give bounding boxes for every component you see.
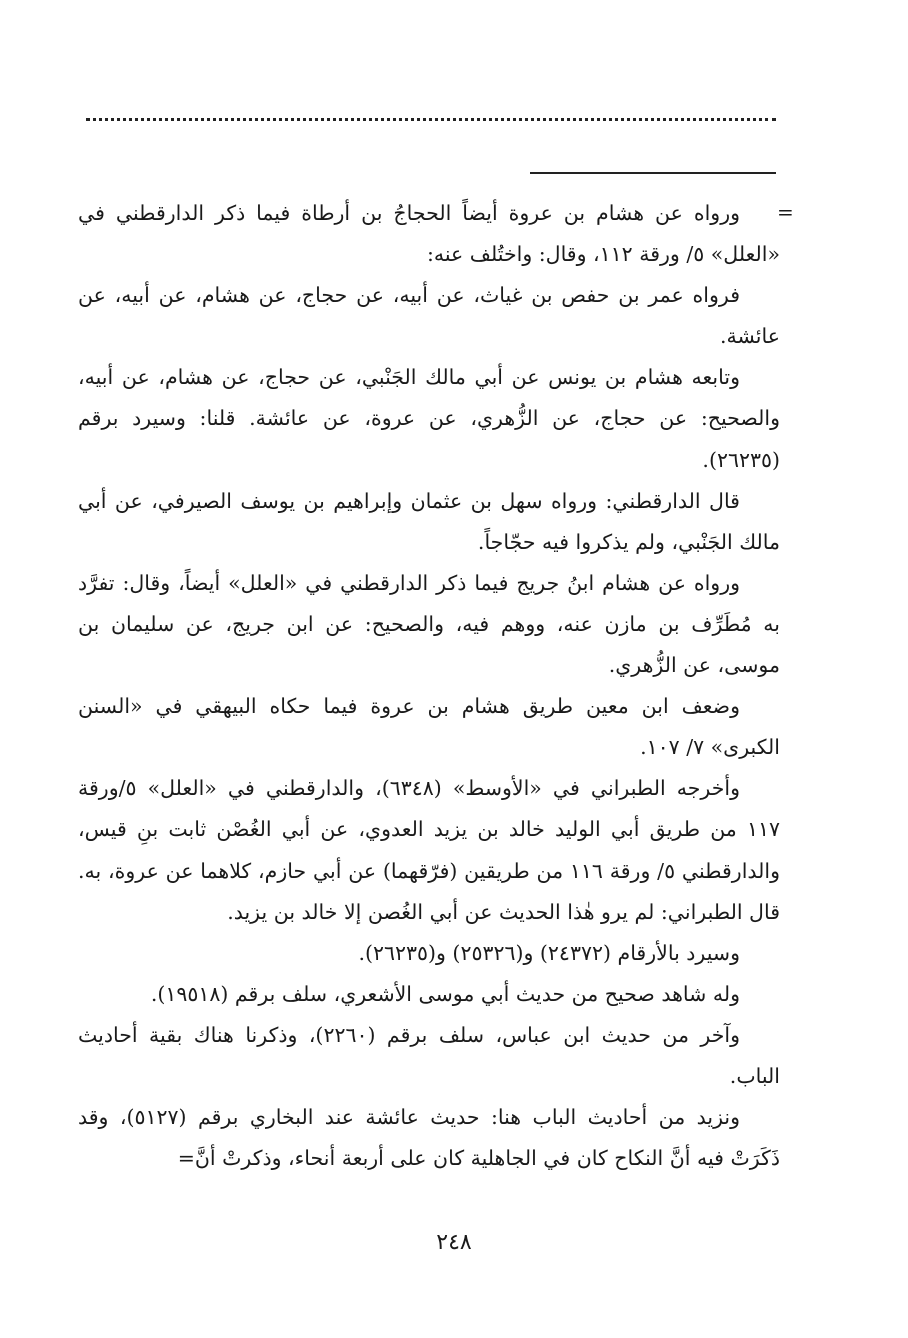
paragraph: ورواه عن هشام بن عروة أيضاً الحجاجُ بن أرطاة فيما ذكر الدارقطني في «العلل» ٥/ ورقة ١١٢، وقال: واختُلف عنه:: [78, 201, 780, 267]
paragraph: وأخرجه الطبراني في «الأوسط» (٦٣٤٨)، والدارقطني في «العلل» ٥/ورقة ١١٧ من طريق أبي الوليد خالد بن يزيد العدوي، عن أبي الغُصْن ثابت بنِ قيس، والدارقطني ٥/ ورقة ١١٦ من طريقين (فرّقهما) عن أبي حازم، كلاهما عن عروة، به. قال الطبراني: لم يرو هٰذا الحديث عن أبي الغُصن إلا خالد بن يزيد.: [78, 776, 780, 924]
dotted-separator: [86, 118, 776, 121]
paragraph: وسيرد بالأرقام (٢٤٣٧٢) و(٢٥٣٢٦) و(٢٦٢٣٥).: [358, 940, 740, 965]
continuation-mark: =: [777, 200, 794, 224]
paragraph: وله شاهد صحيح من حديث أبي موسى الأشعري، سلف برقم (١٩٥١٨).: [150, 981, 740, 1006]
paragraph: وتابعه هشام بن يونس عن أبي مالك الجَنْبي، عن حجاج، عن هشام، عن أبيه، والصحيح: عن حجاج، عن الزُّهري، عن عروة، عن عائشة. قلنا: وسيرد برقم (٢٦٢٣٥).: [78, 365, 780, 472]
footnote-rule: [530, 172, 776, 174]
paragraph: قال الدارقطني: ورواه سهل بن عثمان وإبراهيم بن يوسف الصيرفي، عن أبي مالك الجَنْبي، ولم يذكروا فيه حجّاجاً.: [78, 488, 780, 554]
paragraph: وآخر من حديث ابن عباس، سلف برقم (٢٢٦٠)، وذكرنا هناك بقية أحاديث الباب.: [78, 1022, 780, 1088]
paragraph: وضعف ابن معين طريق هشام بن عروة فيما حكاه البيهقي في «السنن الكبرى» ٧/ ١٠٧.: [78, 694, 780, 760]
paragraph: فرواه عمر بن حفص بن غياث، عن أبيه، عن حجاج، عن هشام، عن أبيه، عن عائشة.: [78, 283, 780, 349]
page-number: ٢٤٨: [436, 1230, 472, 1255]
paragraph: ونزيد من أحاديث الباب هنا: حديث عائشة عند البخاري برقم (٥١٢٧)، وقد ذَكَرَتْ فيه أنَّ النكاح كان في الجاهلية كان على أربعة أنحاء، وذكرتْ أنَّ=: [78, 1105, 780, 1171]
footnote-body: [78, 193, 780, 1179]
paragraph: ورواه عن هشام ابنُ جريج فيما ذكر الدارقطني في «العلل» أيضاً، وقال: تفرَّد به مُطَرِّف بن مازن عنه، ووهم فيه، والصحيح: عن ابن جريج، عن سليمان بن موسى، عن الزُّهري.: [78, 570, 780, 678]
